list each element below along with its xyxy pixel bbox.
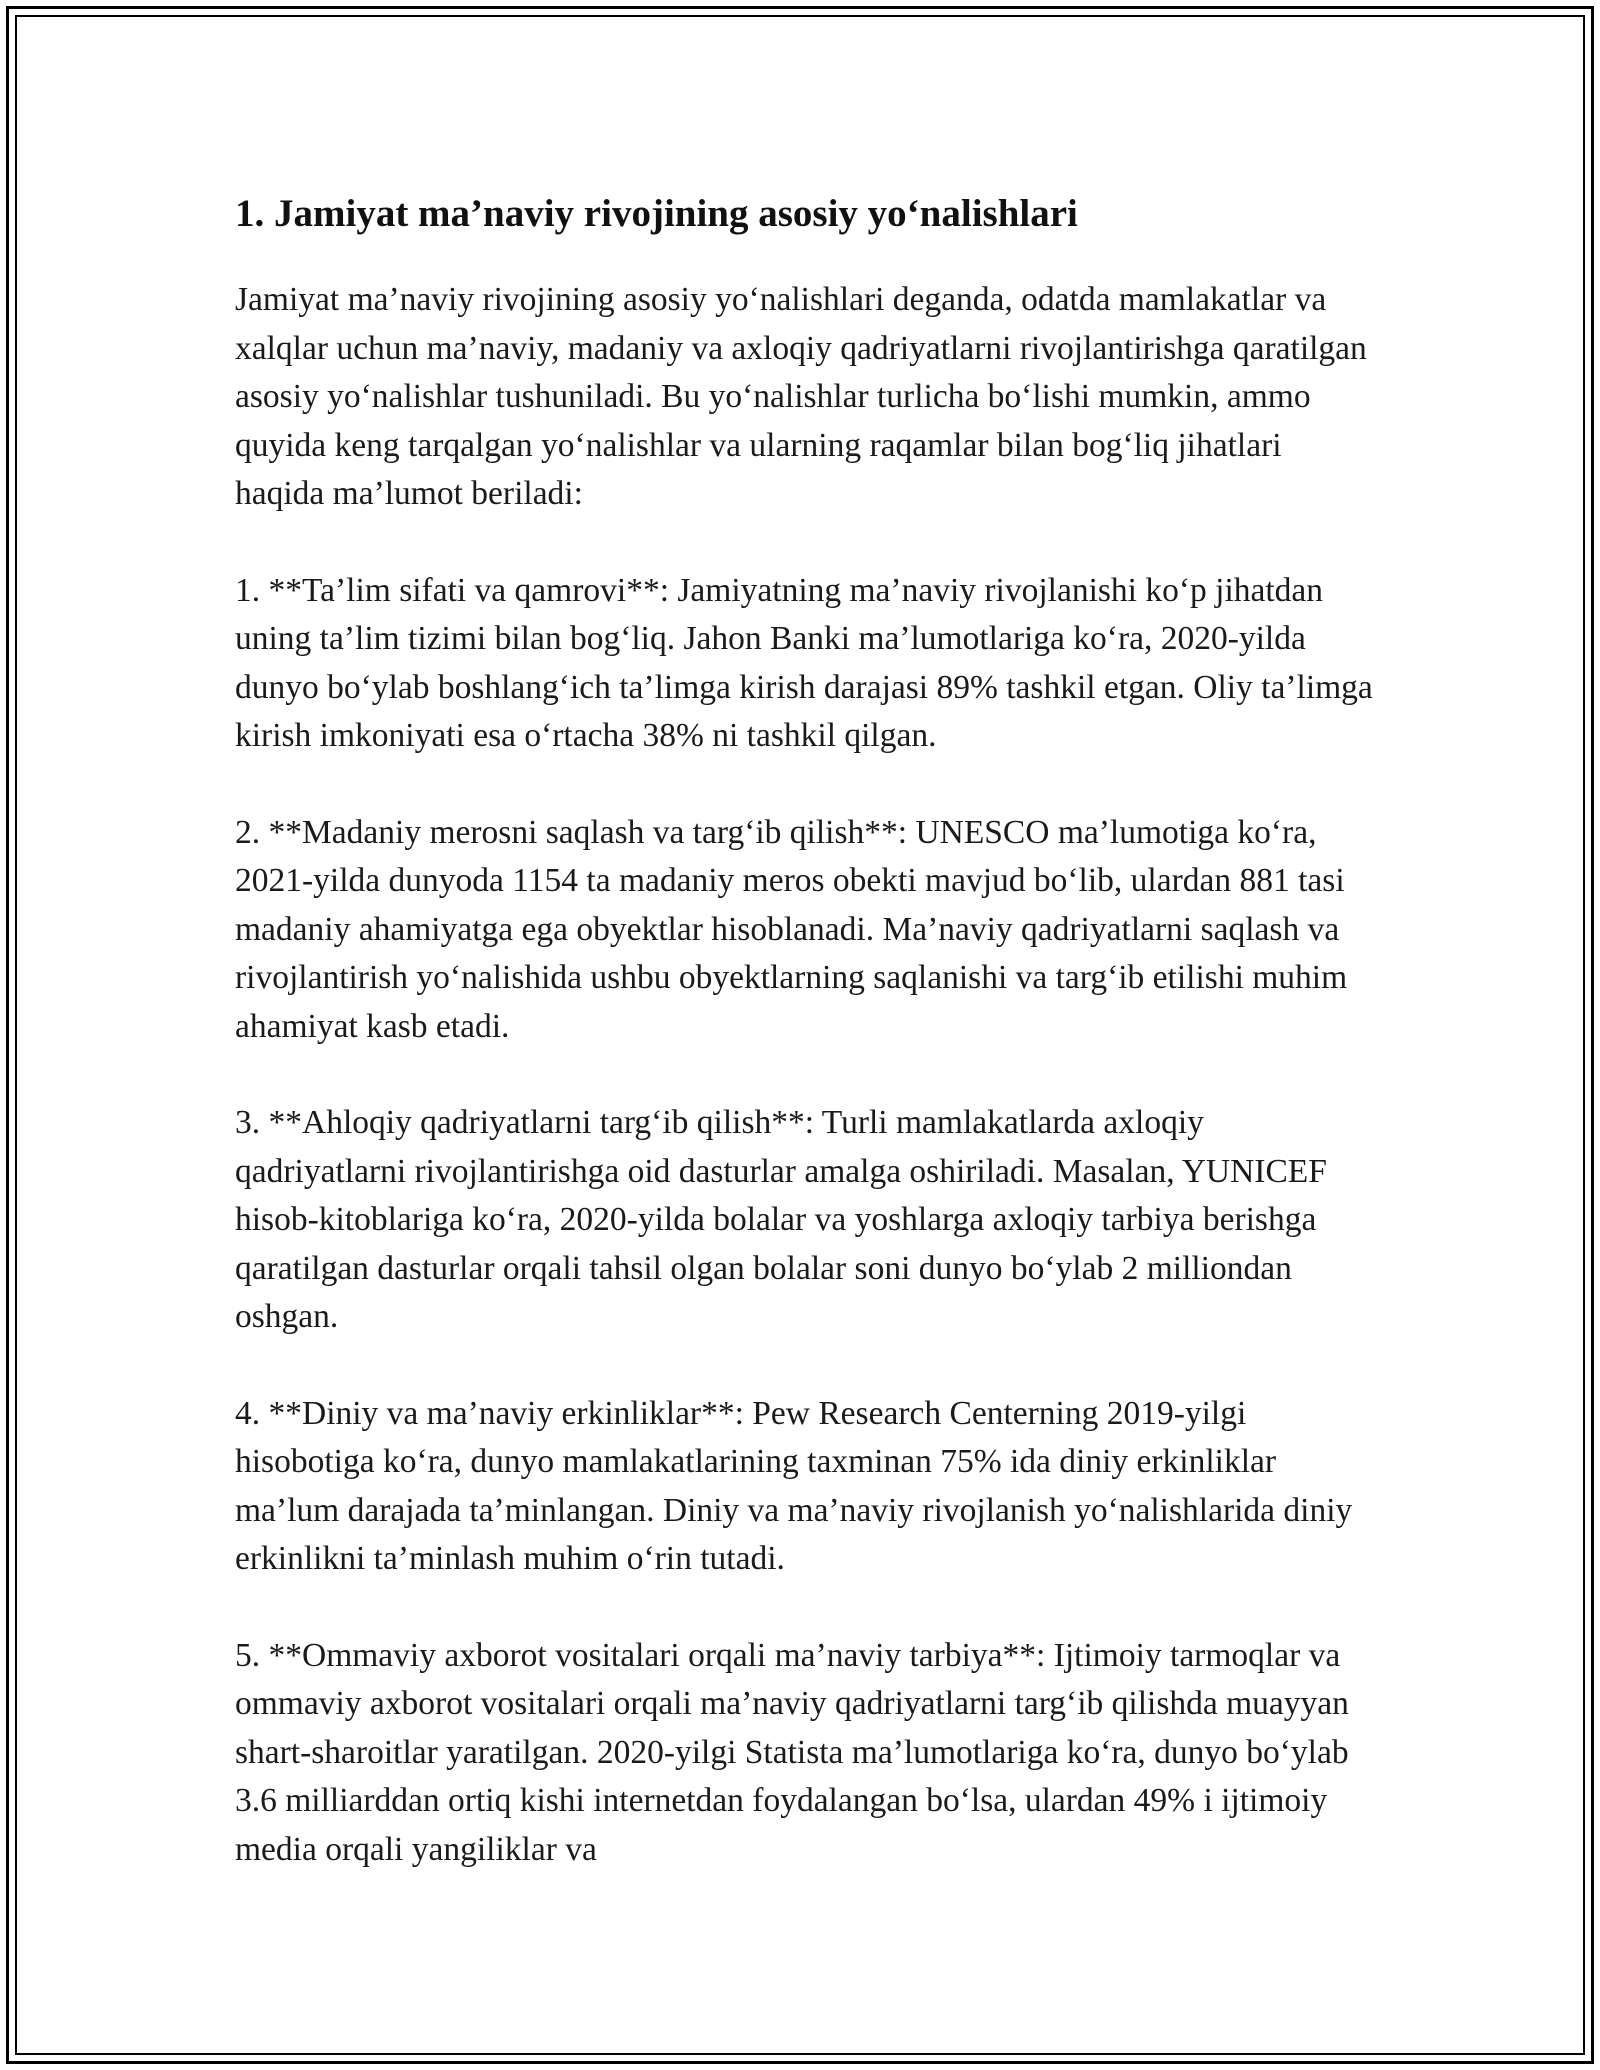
list-item-cultural-heritage: 2. **Madaniy merosni saqlash va targ‘ib qilish**: UNESCO ma’lumotiga ko‘ra, 2021-yilda dunyoda 1154 ta madaniy meros obekti mavjud bo‘lib, ulardan 881 tasi madaniy ahamiyatga ega obyektlar hisoblanadi. Ma’naviy qadriyatlarni saqlash va rivojlantirish yo‘nalishida ushbu obyektlarning saqlanishi va targ‘ib etilishi muhim ahamiyat kasb etadi. — [235, 813, 1348, 1045]
list-item-religious-freedom: 4. **Diniy va ma’naviy erkinliklar**: Pew Research Centerning 2019-yilgi hisobotiga ko‘ra, dunyo mamlakatlarining taxminan 75% ida diniy erkinliklar ma’lum darajada ta’minlangan. Diniy va ma’naviy rivojlanish yo‘nalishlarida diniy erkinlikni ta’minlash muhim o‘rin tutadi. — [235, 1394, 1353, 1577]
section-heading: 1. Jamiyat ma’naviy rivojining asosiy yo‘nalishlari — [235, 192, 1078, 235]
list-item-education: 1. **Ta’lim sifati va qamrovi**: Jamiyatning ma’naviy rivojlanishi ko‘p jihatdan uning ta’lim tizimi bilan bog‘liq. Jahon Banki ma’lumotlariga ko‘ra, 2020-yilda dunyo bo‘ylab boshlang‘ich ta’limga kirish darajasi 89% tashkil etgan. Oliy ta’limga kirish imkoniyati esa o‘rtacha 38% ni tashkil qilgan. — [235, 571, 1373, 754]
list-item-mass-media: 5. **Ommaviy axborot vositalari orqali ma’naviy tarbiya**: Ijtimoiy tarmoqlar va ommaviy axborot vositalari orqali ma’naviy qadriyatlarni targ‘ib qilishda muayyan shart-sharoitlar yaratilgan. 2020-yilgi Statista ma’lumotlariga ko‘ra, dunyo bo‘ylab 3.6 milliarddan ortiq kishi internetdan foydalangan bo‘lsa, ulardan 49% i ijtimoiy media orqali yangiliklar va — [235, 1636, 1349, 1868]
list-item-moral-values: 3. **Ahloqiy qadriyatlarni targ‘ib qilish**: Turli mamlakatlarda axloqiy qadriyatlarni rivojlantirishga oid dasturlar amalga oshiriladi. Masalan, YUNICEF hisob-kitoblariga ko‘ra, 2020-yilda bolalar va yoshlarga axloqiy tarbiya berishga qaratilgan dasturlar orqali tahsil olgan bolalar soni dunyo bo‘ylab 2 milliondan oshgan. — [235, 1104, 1327, 1335]
document-body — [235, 186, 1375, 1922]
intro-paragraph: Jamiyat ma’naviy rivojining asosiy yo‘nalishlari deganda, odatda mamlakatlar va xalqlar uchun ma’naviy, madaniy va axloqiy qadriyatlarni rivojlantirishga qaratilgan asosiy yo‘nalishlar tushuniladi. Bu yo‘nalishlar turlicha bo‘lishi mumkin, ammo quyida keng tarqalgan yo‘nalishlar va ularning raqamlar bilan bog‘liq jihatlari haqida ma’lumot beriladi: — [235, 281, 1367, 512]
